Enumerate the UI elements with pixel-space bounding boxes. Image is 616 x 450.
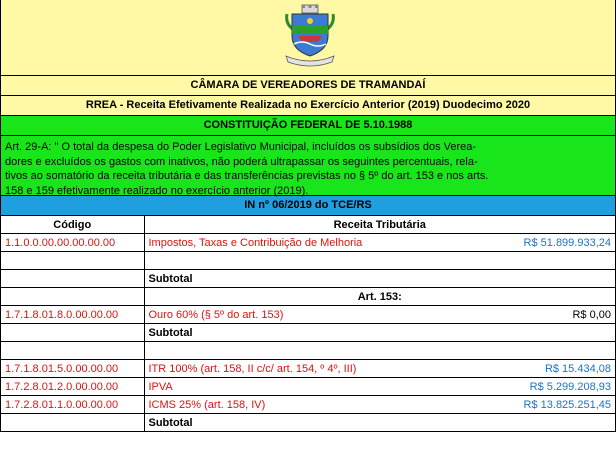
table-row [1, 360, 615, 378]
subtotal-row [1, 414, 615, 432]
empty-row [1, 342, 615, 360]
revenue-code: 1.1.0.0.00.00.00.00.00 [1, 234, 144, 252]
revenue-code: 1.7.1.8.01.5.0.00.00.00 [1, 360, 144, 378]
revenue-description: ICMS 25% (art. 158, IV) [148, 398, 266, 411]
report-title: RREA - Receita Efetivamente Realizada no Exercício Anterior (2019) Duodecimo 2020 [1, 96, 615, 116]
subtotal-label: Subtotal [144, 270, 615, 288]
revenue-value: R$ 13.825.251,45 [523, 398, 611, 411]
revenue-value: R$ 0,00 [572, 308, 611, 321]
revenue-value: R$ 15.434,08 [544, 362, 611, 375]
council-title: CÂMARA DE VEREADORES DE TRAMANDAÍ [1, 76, 615, 96]
revenue-description: IPVA [148, 380, 173, 393]
table-row [1, 234, 615, 252]
article-line: Art. 29-A: " O total da despesa do Poder Legislativo Municipal, incluídos os subsídios dos Verea- [5, 141, 477, 153]
revenue-cell [144, 306, 615, 324]
subtotal-row [1, 270, 615, 288]
revenue-code: 1.7.1.8.01.8.0.00.00.00 [1, 306, 144, 324]
revenue-table [1, 216, 615, 432]
municipal-coat-of-arms-icon [280, 4, 340, 70]
revenue-description: ITR 100% (art. 158, II c/c/ art. 154, º 4º, III) [148, 362, 357, 375]
instruction-title: IN nº 06/2019 do TCE/RS [1, 196, 615, 216]
revenue-code: 1.7.2.8.01.2.0.00.00.00 [1, 378, 144, 396]
revenue-cell [144, 234, 615, 252]
revenue-cell [144, 360, 615, 378]
revenue-cell [144, 378, 615, 396]
header-band [1, 0, 615, 76]
subtotal-label: Subtotal [144, 324, 615, 342]
empty-row [1, 252, 615, 270]
revenue-value: R$ 5.299.208,93 [529, 380, 611, 393]
revenue-value: R$ 51.899.933,24 [523, 236, 611, 249]
column-header-revenue: Receita Tributária [144, 216, 615, 234]
article-line: tivos ao somatório da receita tributária e das transferências previstas no § 5º do art. 153 e nos arts. [5, 170, 489, 182]
table-row [1, 396, 615, 414]
article-line: 158 e 159 efetivamente realizado no exercício anterior (2019). [5, 184, 309, 197]
column-header-code: Código [1, 216, 144, 234]
subtotal-row [1, 324, 615, 342]
table-row [1, 306, 615, 324]
constitution-title: CONSTITUIÇÃO FEDERAL DE 5.10.1988 [1, 116, 615, 136]
art153-label: Art. 153: [144, 288, 615, 306]
constitution-article-text [1, 136, 615, 196]
subtotal-label: Subtotal [144, 414, 615, 432]
table-row [1, 378, 615, 396]
revenue-description: Impostos, Taxas e Contribuição de Melhoria [148, 236, 363, 249]
article-line: dores e excluídos os gastos com inativos, não poderá ultrapassar os seguintes percentuais, rela- [5, 155, 478, 168]
table-header-row [1, 216, 615, 234]
section-row-art153 [1, 288, 615, 306]
revenue-description: Ouro 60% (§ 5º do art. 153) [148, 308, 284, 321]
revenue-code: 1.7.2.8.01.1.0.00.00.00 [1, 396, 144, 414]
revenue-cell [144, 396, 615, 414]
